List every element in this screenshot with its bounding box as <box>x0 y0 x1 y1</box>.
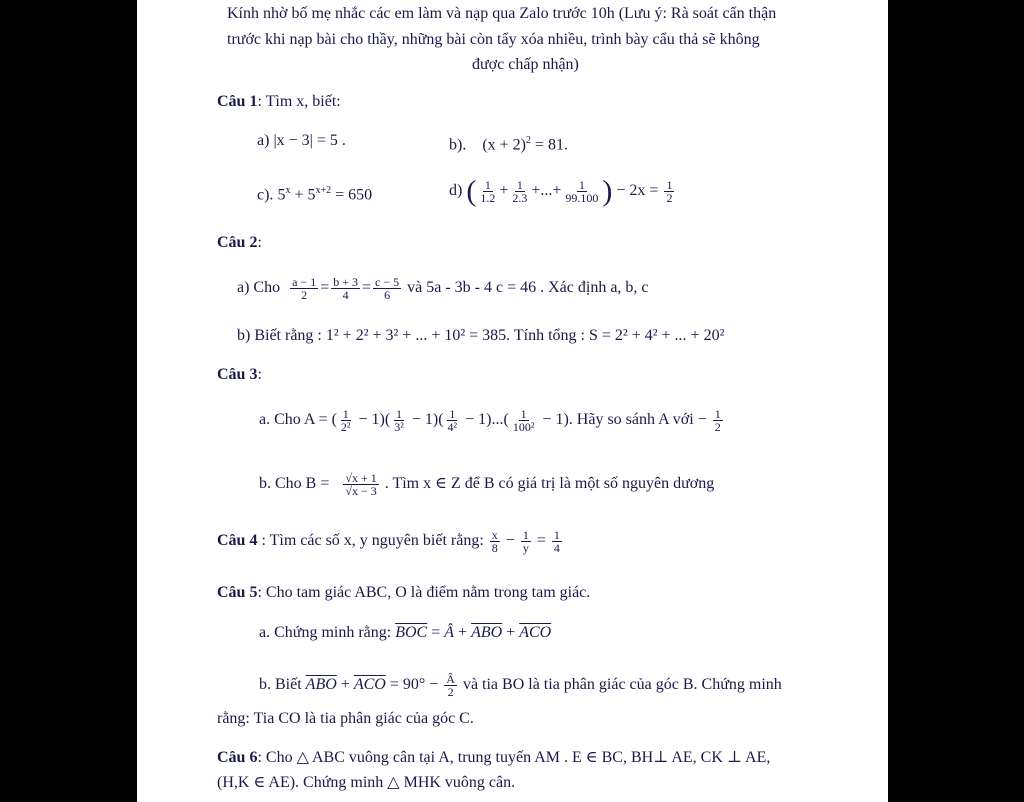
q5-b <box>259 670 782 700</box>
q3-a-minus-1: − 1) <box>354 411 385 428</box>
q3-colon: : <box>257 366 262 383</box>
q3-a-frac-cmp: $\frac{1}{2}$ <box>714 406 721 434</box>
header-line-2: trước khi nạp bài cho thầy, những bài còn tẩy xóa nhiều, trình bày cẩu thả sẽ không <box>227 31 760 48</box>
q1-a-expr: |x − 3| = 5 . <box>273 132 346 149</box>
q1-title: Câu 1 <box>217 93 258 110</box>
q5-a-label: a. Chứng minh rằng: <box>259 624 396 641</box>
header-line-3: được chấp nhận) <box>472 56 579 73</box>
q2-a-frac-3: $\frac{c - 5}{6}$ <box>375 274 400 302</box>
q1-d-rparen: ) <box>602 174 613 208</box>
q4-frac-2: $\frac{1}{y}$ <box>522 527 529 555</box>
q1-d-frac-1: $\frac{1}{1.2}$ <box>480 177 496 205</box>
q6-text: : Cho △ ABC vuông cân tại A, trung tuyến AM . E ∈ BC, BH⊥ AE, CK ⊥ AE, <box>257 749 771 766</box>
q1-d-frac-2: $\frac{1}{2.3}$ <box>512 177 528 205</box>
q1-d-label: d) <box>449 182 463 199</box>
q6-line-1 <box>217 748 770 768</box>
q1-b-rhs: = 81. <box>531 136 569 154</box>
q3-a-minus-3: − 1) <box>461 411 492 428</box>
q1-d-frac-3: $\frac{1}{99.100}$ <box>565 177 599 205</box>
q5-b-plus: + <box>336 676 354 693</box>
q3-a-minus-4: − 1) <box>538 411 569 428</box>
q1-c-pow1: x <box>285 185 291 196</box>
q1-heading <box>217 92 341 112</box>
q5-a-angle-boc: $\overline{BOC}$ <box>395 624 428 641</box>
q2-title: Câu 2 <box>217 234 258 251</box>
q5-a-plus-2: + <box>502 624 520 641</box>
q5-b-eq: = 90° − <box>385 676 443 693</box>
header-line-1: Kính nhờ bố mẹ nhắc các em làm và nạp qua Zalo trước 10h (Lưu ý: Rà soát cẩn thận <box>227 5 777 22</box>
q3-a-frac-1: $\frac{1}{\text{2²}}$ <box>340 406 351 434</box>
q5-a-angle-a: Â <box>444 624 455 641</box>
q5-heading <box>217 583 590 603</box>
q1-d-frac-rhs: $\frac{1}{2}$ <box>666 177 673 205</box>
q2-a: a) Cho $\frac{a - 1}{2}$ = $\frac{b + 3}{4}$ = $\frac{c - 5}{6}$ và 5a - 3b - 4 c = 46 . Xác định a, b, c <box>237 274 649 302</box>
q5-b-line-2: rằng: Tia CO là tia phân giác của góc C. <box>217 710 474 727</box>
q3-b-tail: . Tìm x ∈ Z để B có giá trị là một số nguyên dương <box>380 475 715 492</box>
q5-text: : Cho tam giác ABC, O là điểm nằm trong tam giác. <box>257 584 591 601</box>
q5-a <box>259 623 551 643</box>
q1-d-lparen: ( <box>466 174 477 208</box>
q2-b: b) Biết rằng : 1² + 2² + 3² + ... + 10² = 385. Tính tổng : S = 2² + 4² + ... + 20² <box>237 327 725 344</box>
q1-b-expr: (x + 2) <box>482 136 527 154</box>
document-page <box>137 0 888 802</box>
q5-a-eq: = <box>427 624 445 641</box>
q1-d: d) ( $\frac{1}{1.2}$ + $\frac{1}{2.3}$ +...+ $\frac{1}{99.100}$ ) − 2x = $\frac{1}{2}$ <box>449 174 673 208</box>
q2-a-frac-2: $\frac{b + 3}{4}$ <box>333 274 359 302</box>
q1-c-label: c). <box>257 186 274 204</box>
q3-b-frac: $\frac{√x + 1}{√x - 3}$ <box>345 470 377 498</box>
q3-heading <box>217 365 262 385</box>
q1-c-mid: + 5 <box>290 186 316 204</box>
q5-a-plus-1: + <box>454 624 472 641</box>
q1-b-label: b). <box>449 136 467 154</box>
q2-heading <box>217 233 262 253</box>
q4-frac-3: $\frac{1}{4}$ <box>553 527 560 555</box>
q1-d-tail: − 2x = <box>612 182 663 199</box>
q3-b-label: b. Cho B = <box>259 475 334 492</box>
q5-a-angle-abo: $\overline{ABO}$ <box>471 624 503 641</box>
q3-a-frac-4: $\frac{1}{\text{100²}}$ <box>512 406 535 434</box>
q1-b <box>449 131 568 155</box>
q1-d-dots: +...+ <box>531 182 562 199</box>
q3-a-label: a. Cho A = <box>259 411 332 428</box>
q1-c-rhs: = 650 <box>331 186 373 204</box>
q2-a-tail: và 5a - 3b - 4 c = 46 . Xác định a, b, c <box>403 279 649 296</box>
q5-b-label: b. Biết <box>259 676 306 693</box>
q4-frac-1: $\frac{x}{8}$ <box>491 527 498 555</box>
q1-c <box>257 181 372 205</box>
q5-title: Câu 5 <box>217 584 258 601</box>
q5-a-angle-aco: $\overline{ACO}$ <box>519 624 552 641</box>
q1-a <box>257 131 346 151</box>
q3-b <box>259 468 714 500</box>
q1-c-base: 5 <box>277 186 286 204</box>
q5-b-frac: $\frac{Â}{2}$ <box>446 671 455 699</box>
q5-b-angle-aco: $\overline{ACO}$ <box>353 676 386 693</box>
q2-colon: : <box>257 234 262 251</box>
q3-a-minus-2: − 1) <box>407 411 439 428</box>
q4-title: Câu 4 <box>217 532 258 549</box>
q1-text: : Tìm x, biết: <box>257 93 341 110</box>
q3-a-frac-3: $\frac{1}{\text{4²}}$ <box>447 406 458 434</box>
q3-a: a. Cho A = ( $\frac{1}{\text{2²}}$ − 1)( $\frac{1}{\text{3²}}$ − 1)( $\frac{1}{\text{4²}}$ − 1)...( $\frac{1}{\text{100²}}$ − 1). Hãy so sánh A với − $\frac{1}{2}$ <box>259 406 721 434</box>
q5-b-angle-abo: $\overline{ABO}$ <box>305 676 337 693</box>
q3-title: Câu 3 <box>217 366 258 383</box>
q4-line <box>217 526 564 556</box>
q3-a-frac-2: $\frac{1}{\text{3²}}$ <box>394 406 404 434</box>
q3-a-dots: ...( <box>491 411 509 428</box>
q1-b-pow: 2 <box>526 135 532 146</box>
q1-c-pow2: x+2 <box>315 185 332 196</box>
q2-a-frac-1: $\frac{a - 1}{2}$ <box>292 274 317 302</box>
q1-a-label: a) <box>257 132 270 149</box>
q4-text: : Tìm các số x, y nguyên biết rằng: <box>257 532 488 549</box>
q4-eq: = <box>532 532 550 549</box>
q6-line-2: (H,K ∈ AE). Chứng minh △ MHK vuông cân. <box>217 774 516 791</box>
q6-title: Câu 6 <box>217 749 258 766</box>
q5-b-tail: và tia BO là tia phân giác của góc B. Chứng minh <box>458 676 782 693</box>
q4-minus: − <box>501 532 519 549</box>
q3-a-tail: . Hãy so sánh A với − <box>568 411 711 428</box>
q2-a-label: a) Cho <box>237 279 281 296</box>
